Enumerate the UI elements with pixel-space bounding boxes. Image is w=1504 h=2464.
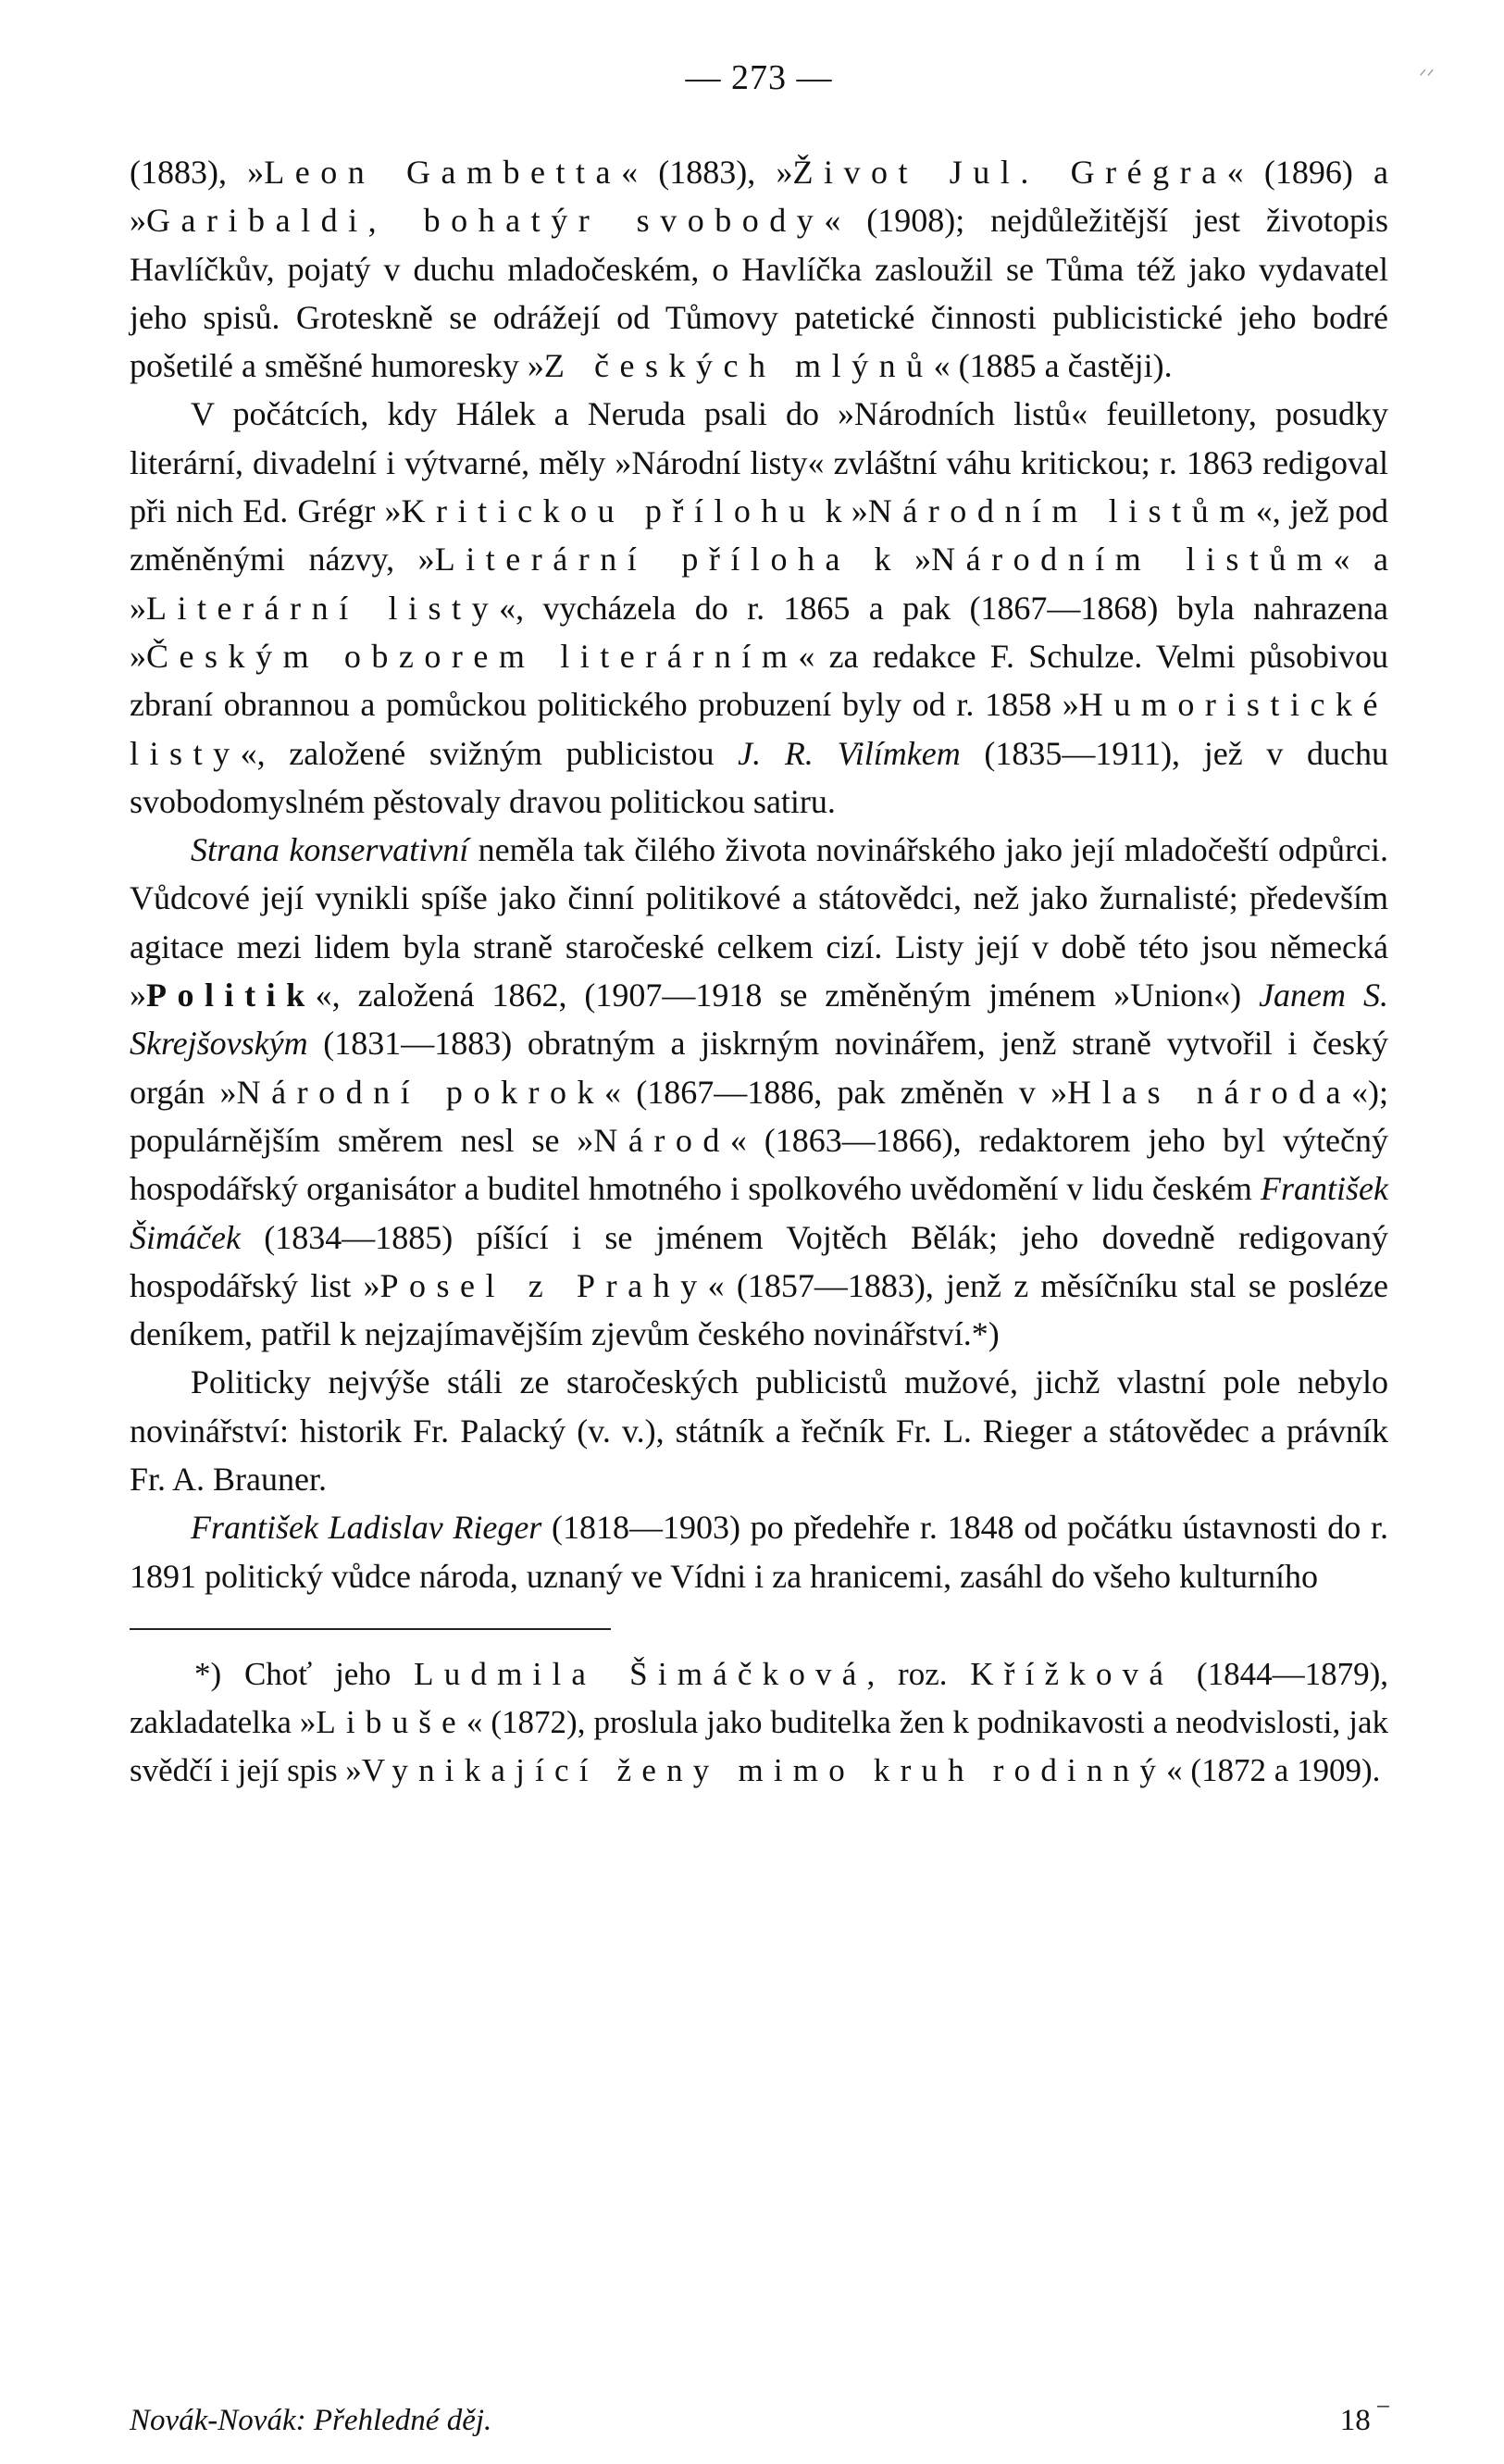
text-run: neměla tak čilého života novinářského jako její mladočeští odpůrci. Vůdcové její vynikli spíše jako činní politikové a státovědci, než jako žurnalisté; především agitace mezi lidem byla straně staročeské celkem cizí. Listy její v době této jsou německá » [130,831,1389,1014]
text-run: , roz. [866,1655,971,1692]
page-footer [130,2402,1388,2439]
spaced-title: Humoristické listy [130,686,1388,772]
text-run: « (1867—1886, pak změněn v » [604,1073,1068,1111]
italic-name: Strana konservativní [191,831,469,869]
text-run: « (1872 a 1909). [1166,1751,1381,1788]
text-run: (1831—1883) obratným a jiskrným novinářem, jenž straně vytvořil i český orgán » [130,1025,1388,1111]
text-run: (1844—1879), zakladatelka » [130,1655,1388,1740]
text-run: « (1863—1866), redaktorem jeho byl výtečný hospodářský organisátor a buditel hmotného i spolkového uvědomění v lidu českém [130,1121,1388,1208]
text-run: « (1883), » [621,154,793,191]
italic-name: František Šimáček [130,1170,1388,1256]
spaced-title: Z českých mlýnů [543,347,934,385]
text-run: «, založená 1862, (1907—1918 se změněným jménem »Union«) [315,977,1260,1014]
text-run: k » [815,492,868,530]
italic-name: František Ladislav Rieger [191,1509,542,1547]
paragraph-3 [130,826,1388,1358]
text-run: k » [851,541,932,579]
text-run: «); populárnějším směrem nesl se » [130,1073,1388,1159]
text-run: (1834—1885) píšící i se jménem Vojtěch Bělák; jeho dovedně redigovaný hospodářský list » [130,1218,1388,1304]
paragraph-5 [130,1503,1388,1600]
paragraph-1 [130,148,1388,390]
paragraph-4 [130,1358,1388,1503]
spaced-title: Křížková [970,1655,1175,1692]
footnote-paragraph [130,1650,1388,1795]
spaced-title: Českým obzorem literárním [146,637,799,675]
text-run: « (1885 a častěji). [933,347,1173,385]
spaced-title: Ludmila Šimáčková [414,1655,867,1692]
text-run: «, založené svižným publicistou [240,734,739,772]
paragraph-2 [130,390,1388,826]
spaced-title: Garibaldi, bohatýr svobody [146,202,825,240]
spaced-title: Literární příloha [434,541,851,579]
spaced-title: Libuše [316,1703,466,1740]
print-corner-mark: ᐟᐟ [1419,67,1435,87]
spaced-title: Vynikající ženy mimo kruh rodinný [361,1751,1167,1788]
text-run: «, vycházela do r. 1865 a pak (1867—1868) byla nahrazena » [130,589,1388,675]
text-run: « (1857—1883), jenž z měsíčníku stal se posléze deníkem, patřil k nejzajímavějším zjevům českého novinářství.*) [130,1266,1388,1353]
italic-name: J. R. Vilímkem [738,734,961,772]
signature-mark: 18 ‾ [1339,2404,1388,2437]
page-number: — 273 — [685,58,833,97]
text-run: (1818—1903) po předehře r. 1848 od počátku ústavnosti do r. 1891 politický vůdce národa, uznaný ve Vídni i za hranicemi, zasáhl do všeho kulturního [130,1509,1388,1595]
italic-name: Janem S. Skrejšovským [130,977,1388,1063]
spaced-title: Politik [146,977,316,1014]
spaced-title: Život Jul. Grégra [792,154,1227,191]
text-run: « a » [130,541,1389,627]
spaced-title: Národním listům [867,492,1256,530]
page-content [130,56,1388,1795]
text-run: « (1872), proslula jako buditelka žen k podnikavosti a neodvislosti, jak svědčí i její spis » [130,1703,1388,1788]
spaced-title: Posel z Prahy [379,1266,708,1304]
text-run: V počátcích, kdy Hálek a Neruda psali do »Národních listů« feuilletony, posudky literární, divadelní i výtvarné, měly »Národní listy« zvláštní váhu kritickou; r. 1863 redigoval při nich Ed. Grégr » [130,395,1388,530]
spaced-title: Hlas národa [1067,1073,1351,1111]
spaced-title: Kritickou přílohu [401,492,816,530]
footer-source: Novák-Novák: Přehledné děj. [130,2404,492,2437]
spaced-title: Národní pokrok [236,1073,605,1111]
page-header [130,56,1388,111]
text-run: « (1896) a » [130,154,1388,240]
main-text [130,148,1388,1600]
text-run: (1883), » [130,154,265,191]
spaced-title: Národ [593,1121,730,1159]
spaced-title: Národním listům [931,541,1334,579]
spaced-title: Leon Gambetta [264,154,622,191]
text-run: « za redakce F. Schulze. Velmi působivou zbraní obrannou a pomůckou politického probuzení byly od r. 1858 » [130,637,1388,724]
spaced-title: Literární listy [146,589,500,627]
text-run: (1835—1911), jež v duchu svobodomyslném pěstovaly dravou politickou satiru. [130,734,1388,820]
text-run: « (1908); nejdůležitější jest životopis Havlíčkův, pojatý v duchu mladočeském, o Havlíčka zasloužil se Tůma též jako vydavatel jeho spisů. Groteskně se odrážejí od Tůmovy patetické činnosti publicistické jeho bodré pošetilé a směšné humoresky » [130,202,1388,385]
text-run: «, jež pod změněnými názvy, » [130,492,1388,579]
footnote [130,1650,1388,1795]
text-run: *) Choť jeho [194,1655,415,1692]
footnote-separator [130,1628,611,1630]
text-run: Politicky nejvýše stáli ze staročeských publicistů mužové, jichž vlastní pole nebylo novinářství: historik Fr. Palacký (v. v.), státník a řečník Fr. L. Rieger a státovědec a právník Fr. A. Brauner. [130,1363,1388,1499]
